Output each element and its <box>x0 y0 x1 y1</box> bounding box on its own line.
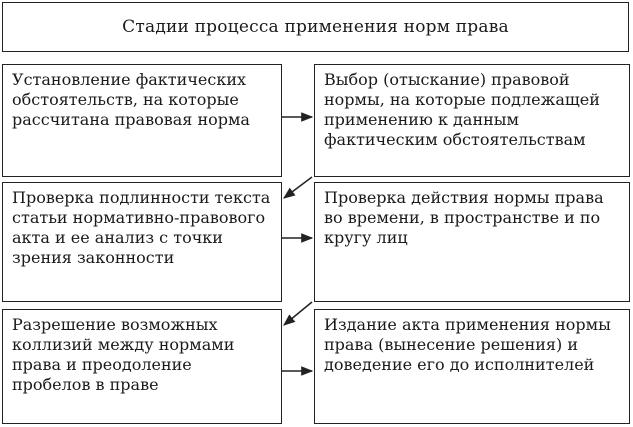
step-4-text: Проверка действия нормы права во времени, в пространстве и по кругу лиц <box>324 188 604 247</box>
step-6-text: Издание акта применения нормы права (вынесение решения) и доведение его до исполнителей <box>324 315 611 374</box>
step-3-text: Проверка подлинности текста статьи нормативно-правового акта и ее анализ с точки зрения законности <box>12 188 271 267</box>
arrow-step4-to-step5 <box>284 302 312 325</box>
step-4-box <box>314 182 630 302</box>
step-2-text: Выбор (отыскание) правовой нормы, на которые подлежащей применению к данным фактическим обстоятельствам <box>324 70 600 149</box>
step-6-box <box>314 309 630 424</box>
step-1-text: Установление фактических обстоятельств, на которые рассчитана правовая норма <box>12 70 250 129</box>
diagram-title: Стадии процесса применения норм права <box>122 17 509 37</box>
step-5-box <box>2 309 282 424</box>
step-2-box <box>314 64 630 177</box>
step-1-box <box>2 64 282 177</box>
arrow-step2-to-step3 <box>284 177 312 198</box>
diagram-title-box <box>2 2 629 52</box>
step-5-text: Разрешение возможных коллизий между нормами права и преодоление пробелов в праве <box>12 315 235 394</box>
step-3-box <box>2 182 282 302</box>
